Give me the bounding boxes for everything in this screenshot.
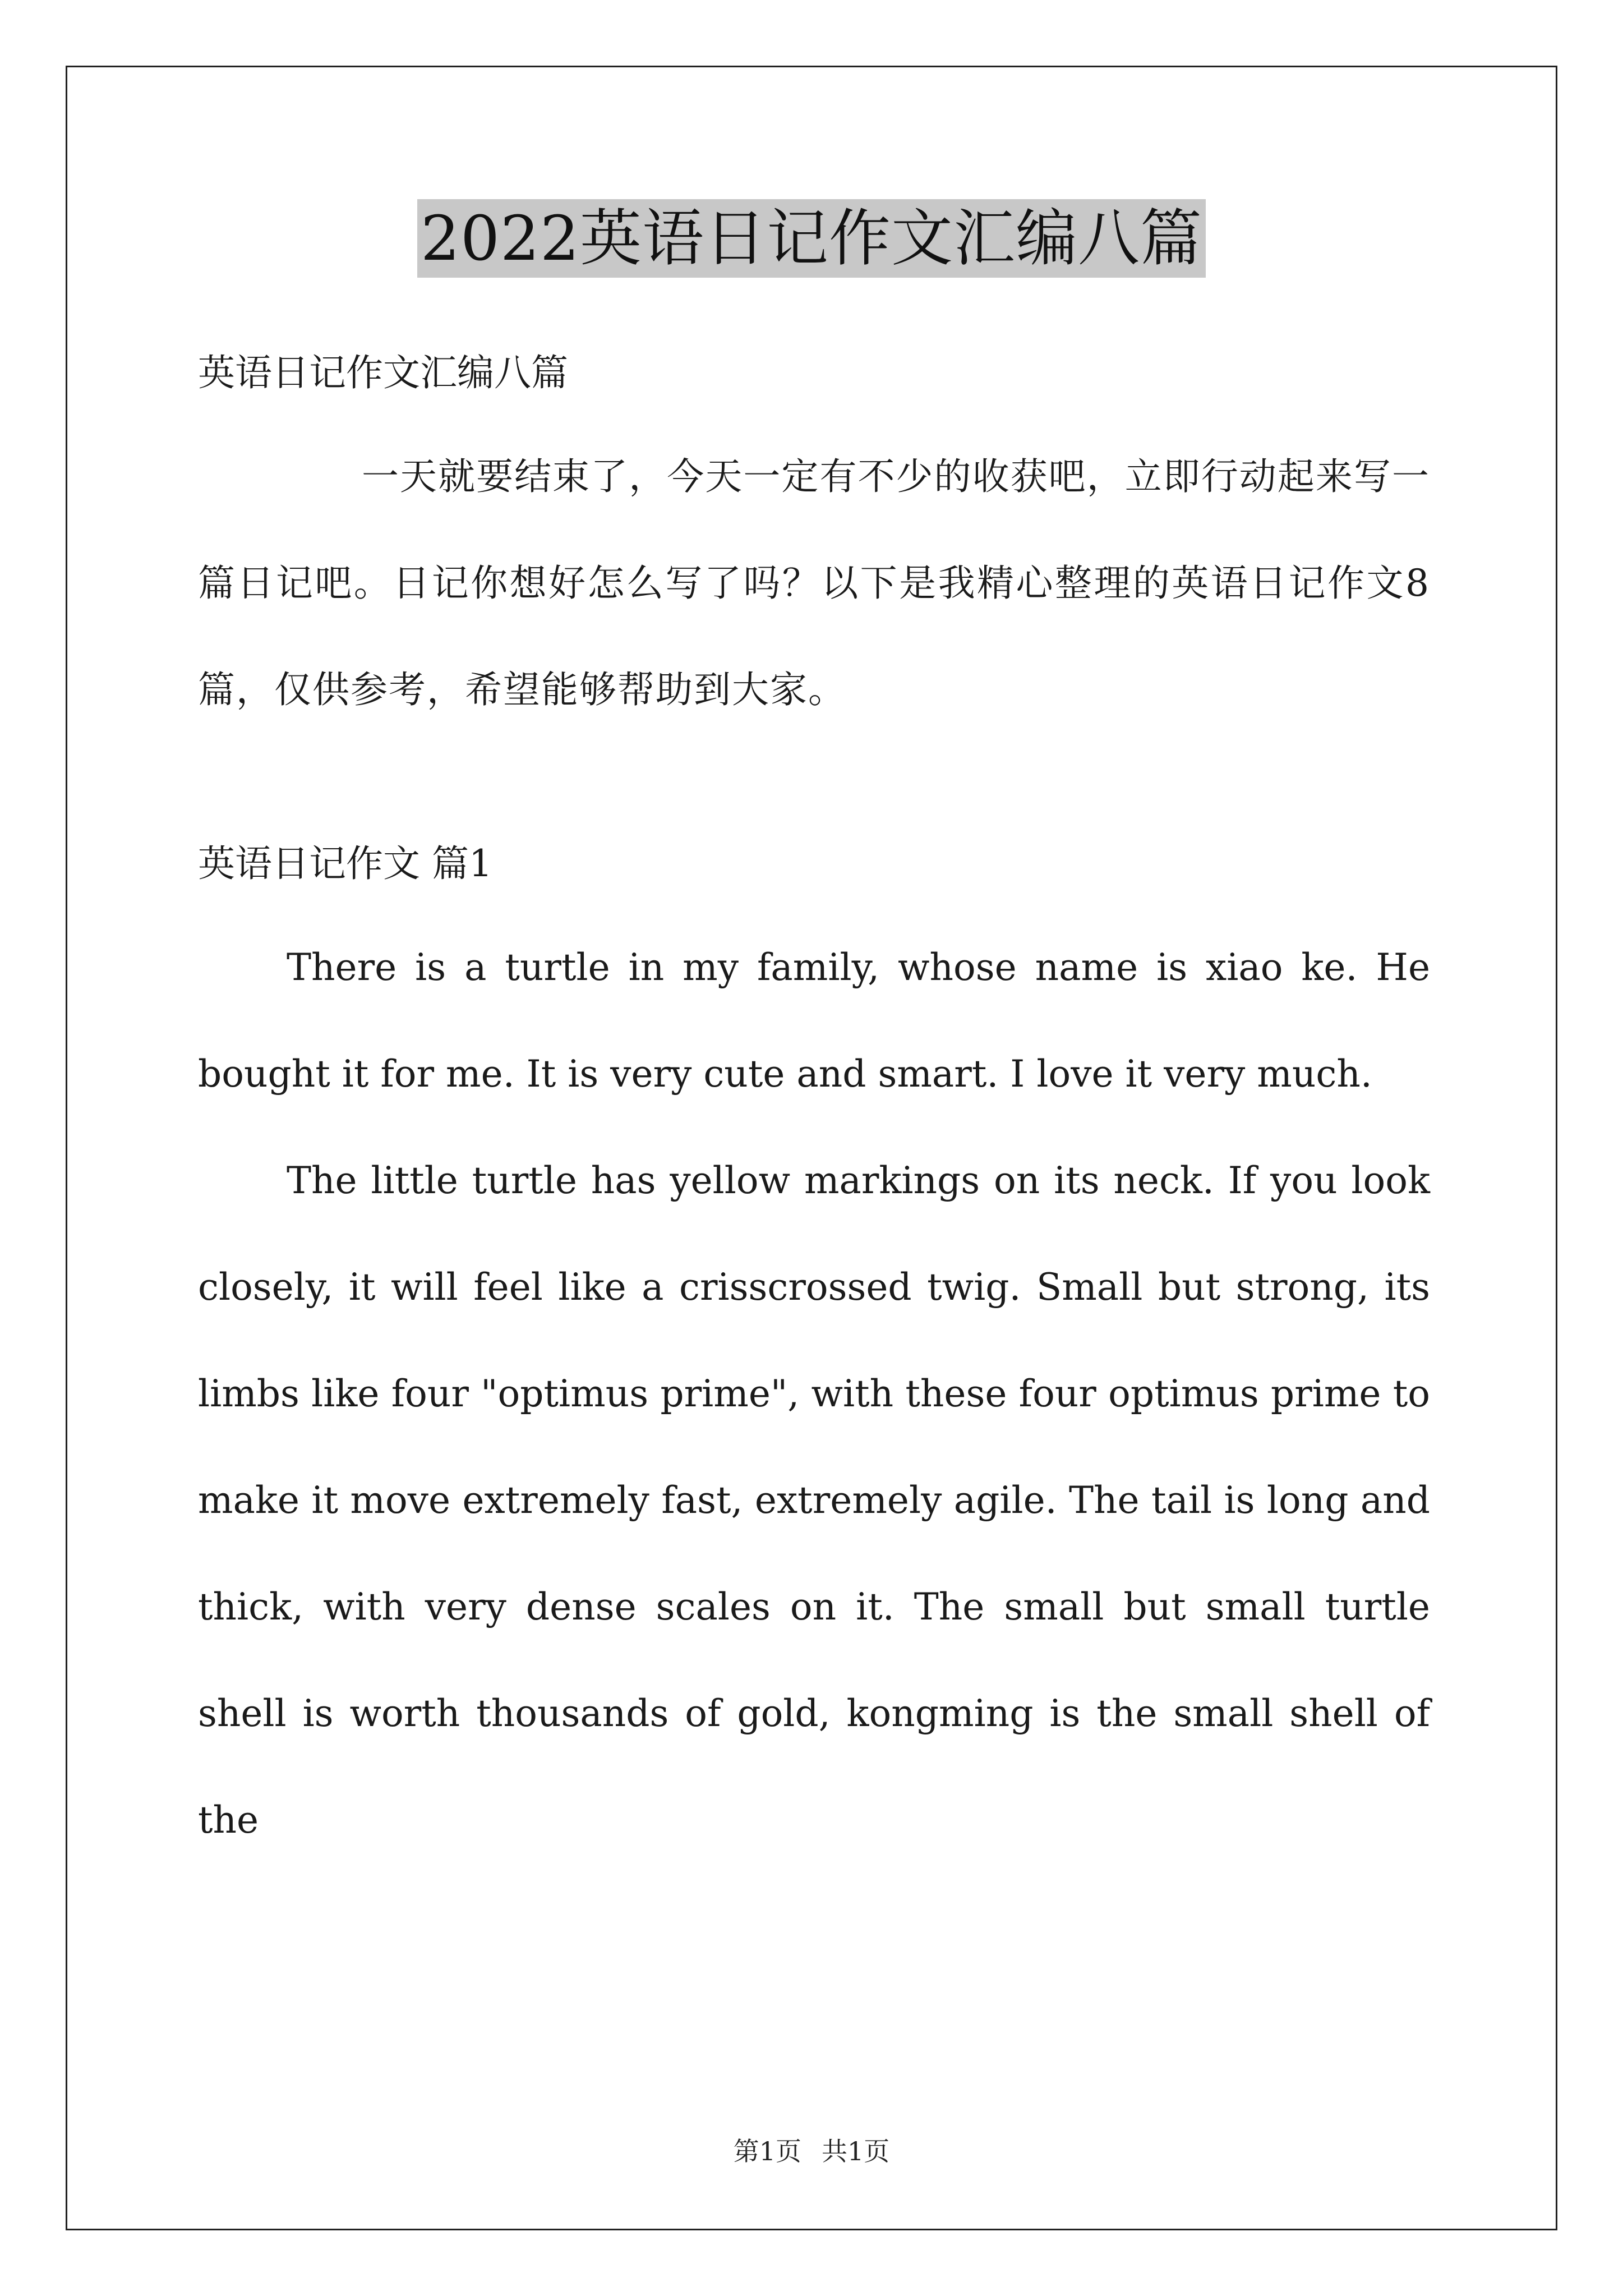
- spacer: [198, 743, 1430, 827]
- page-footer: [0, 2134, 1623, 2168]
- spacer: [198, 900, 1430, 914]
- document-title: 2022英语日记作文汇编八篇: [417, 199, 1206, 278]
- document-body: [198, 337, 1430, 1874]
- body-paragraph: The little turtle has yellow markings on its neck. If you look closely, it will feel like a crisscrossed twig. Small but strong, its limbs like four "optimus prime", with these four optimus prime to make it move extremely fast, extremely agile. The tail is long and thick, with very dense scales on it. The small but small turtle shell is worth thousands of gold, kongming is the small shell of the: [198, 1159, 1430, 1842]
- body-paragraph: There is a turtle in my family, whose name is xiao ke. He bought it for me. It is very cute and smart. I love it very much.: [198, 946, 1430, 1096]
- page-number: 第1页: [733, 2136, 801, 2166]
- intro-paragraph: 一天就要结束了，今天一定有不少的收获吧，立即行动起来写一篇日记吧。日记你想好怎么写了吗？以下是我精心整理的英语日记作文8篇，仅供参考，希望能够帮助到大家。: [198, 455, 1430, 711]
- document-subtitle: 英语日记作文汇编八篇: [198, 351, 568, 394]
- title-container: [0, 199, 1623, 278]
- page-total: 共1页: [822, 2136, 890, 2166]
- section-heading: 英语日记作文 篇1: [198, 842, 492, 885]
- spacer: [198, 409, 1430, 424]
